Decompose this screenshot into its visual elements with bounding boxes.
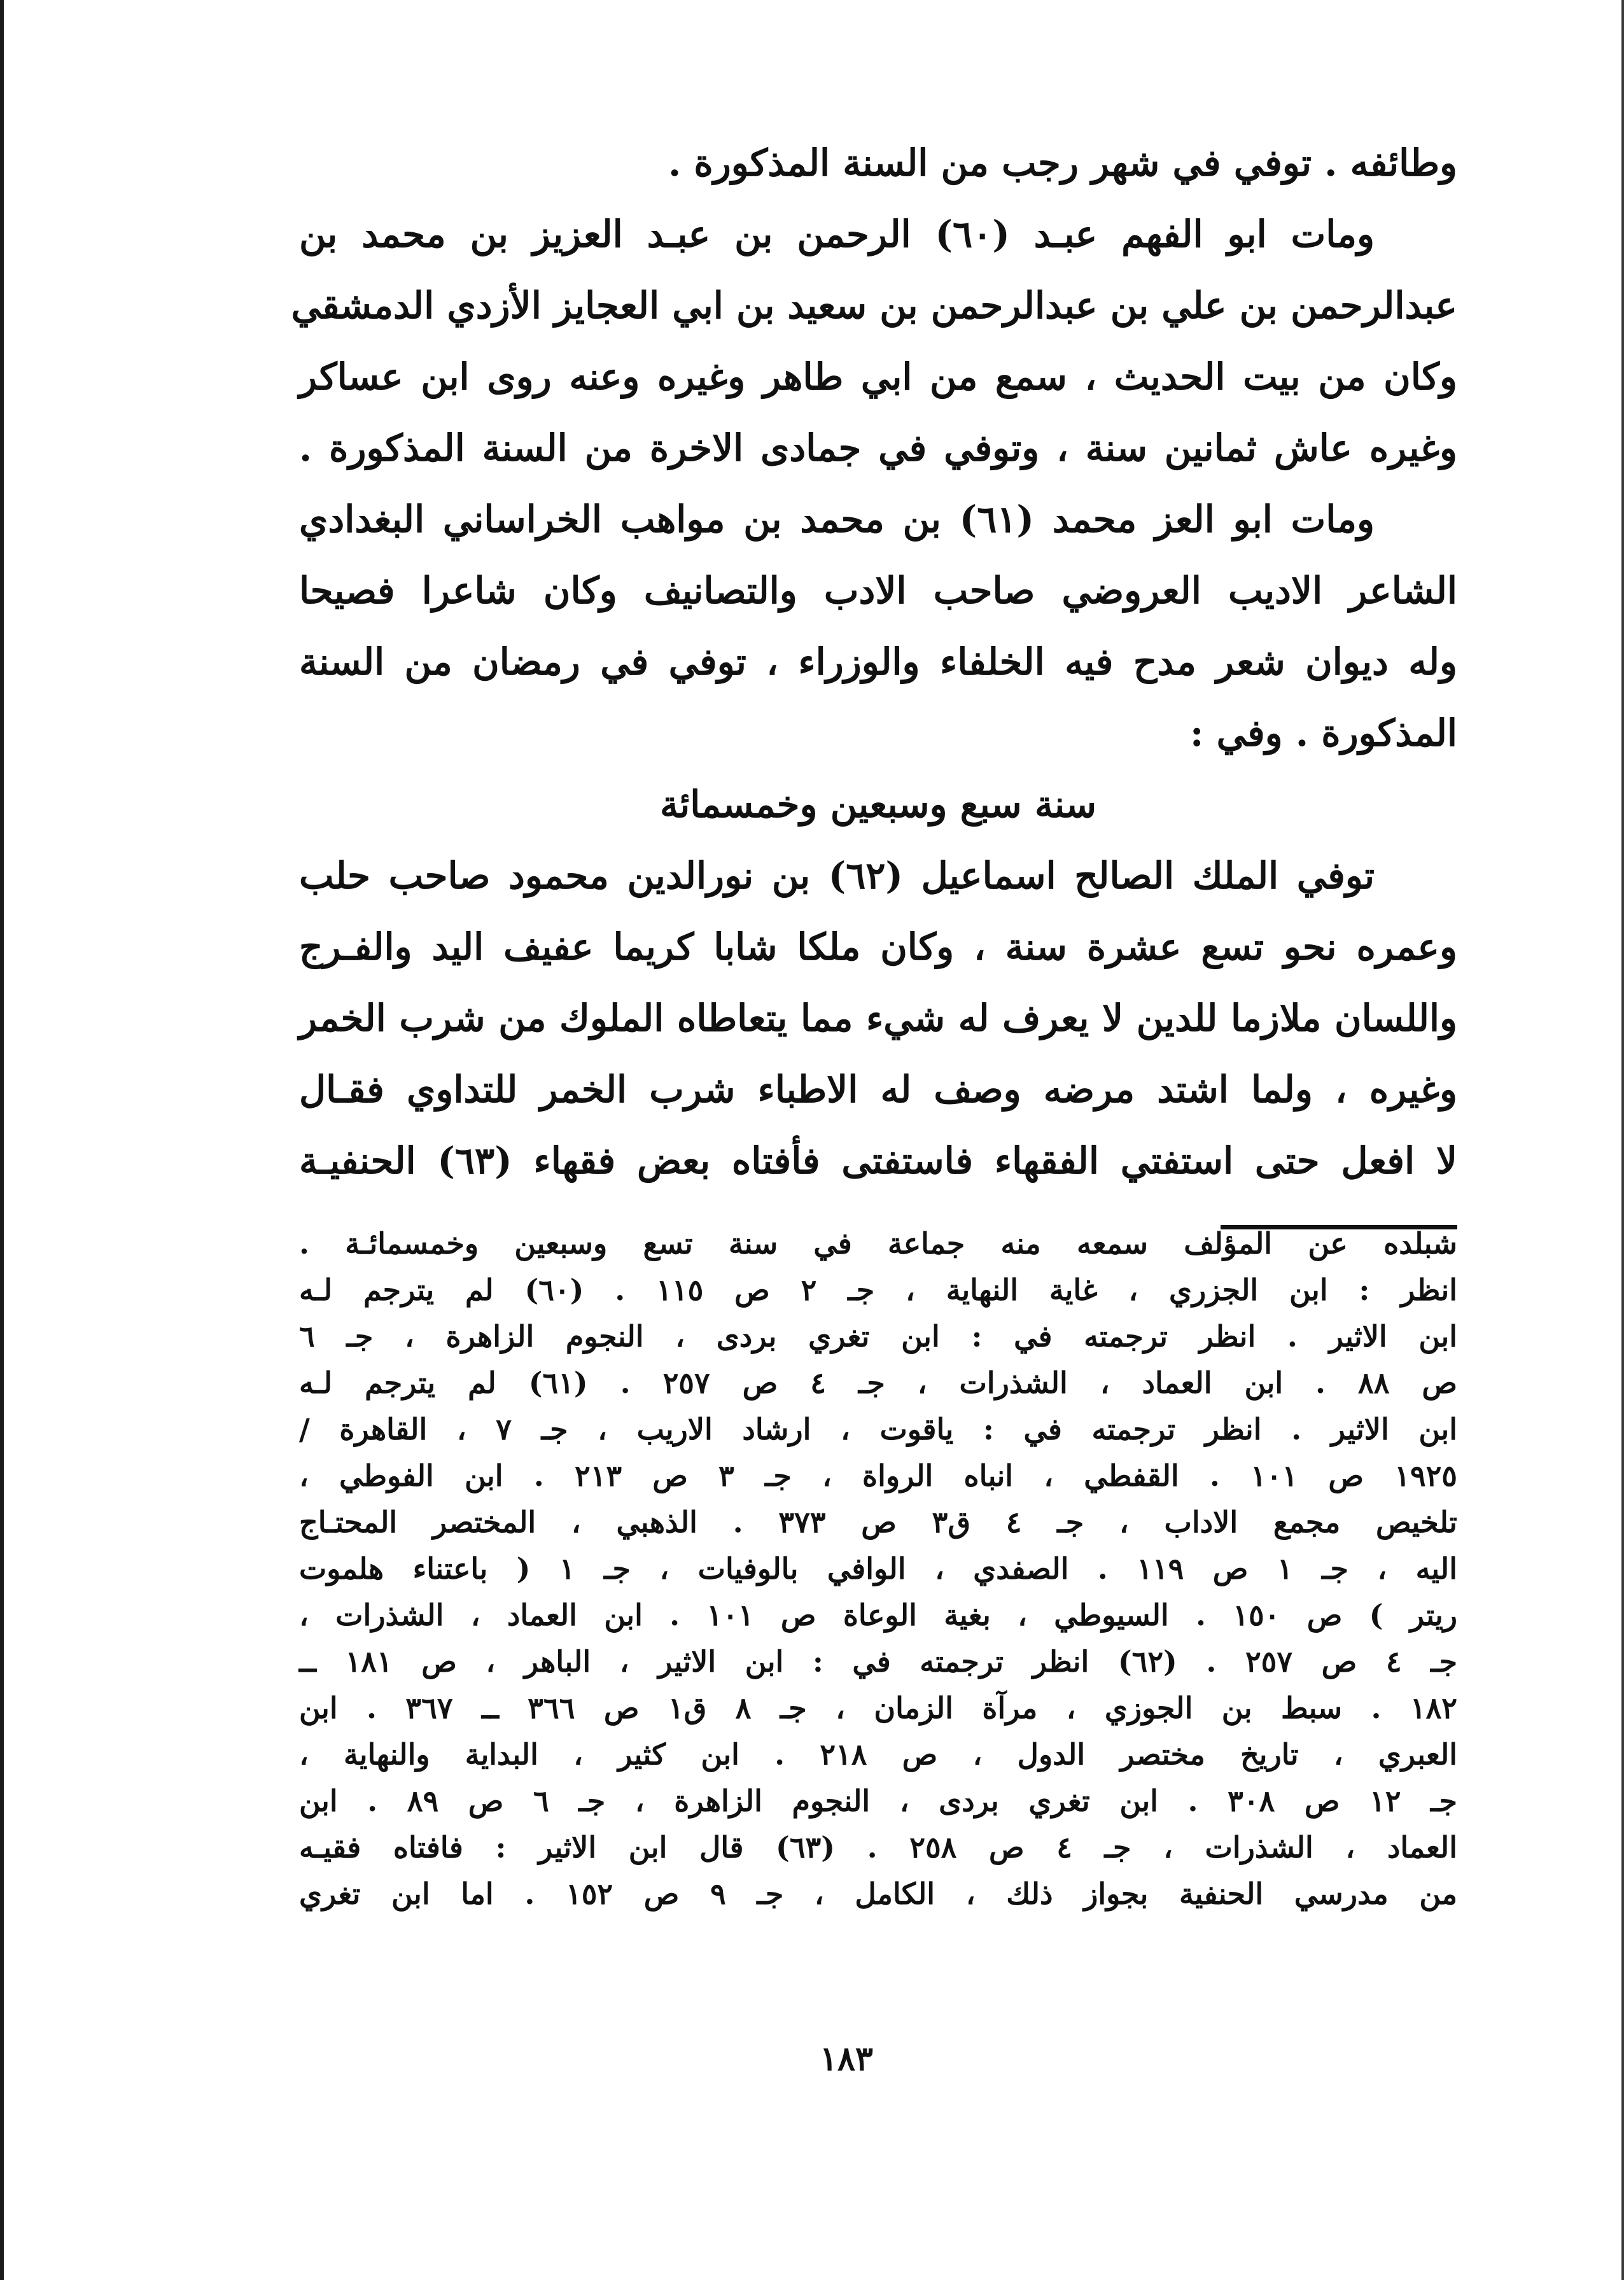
footnote-line: ريتر ) ص ١٥٠ . السيوطي ، بغية الوعاة ص ١٠١ . ابن العماد ، الشذرات ، — [299, 1598, 1457, 1632]
footnote-line: من مدرسي الحنفية بجواز ذلك ، الكامل ، جـ ٩ ص ١٥٢ . اما ابن تغري — [299, 1877, 1457, 1911]
footnote-line: العماد ، الشذرات ، جـ ٤ ص ٢٥٨ . (٦٣) قال ابن الاثير : فافتاه فقيـه — [299, 1830, 1457, 1864]
page-right-edge — [1621, 0, 1624, 2280]
footnote-line: ١٨٢ . سبط بن الجوزي ، مرآة الزمان ، جـ ٨ ق١ ص ٣٦٦ ــ ٣٦٧ . ابن — [299, 1691, 1457, 1725]
footnote-line: تلخيص مجمع الاداب ، جـ ٤ ق٣ ص ٣٧٣ . الذهبي ، المختصر المحتـاج — [299, 1505, 1457, 1539]
page-left-edge — [0, 0, 4, 2280]
section-heading: سنة سبع وسبعين وخمسمائة — [659, 783, 1097, 826]
text-line: المذكورة . وفي : — [1190, 711, 1457, 755]
footnotes-block — [299, 1220, 1457, 1917]
footnote-line: ابن الاثير . انظر ترجمته في : ياقوت ، ارشاد الاريب ، جـ ٧ ، القاهرة / — [299, 1412, 1457, 1446]
footnote-line: العبري ، تاريخ مختصر الدول ، ص ٢١٨ . ابن كثير ، البداية والنهاية ، — [299, 1737, 1457, 1772]
footnote-line: ١٩٢٥ ص ١٠١ . القفطي ، انباه الرواة ، جـ ٣ ص ٢١٣ . ابن الفوطي ، — [299, 1458, 1457, 1493]
text-line: وله ديوان شعر مدح فيه الخلفاء والوزراء ، توفي في رمضان من السنة — [299, 640, 1457, 683]
footnote-line: ابن الاثير . انظر ترجمته في : ابن تغري بردى ، النجوم الزاهرة ، جـ ٦ — [299, 1319, 1457, 1353]
text-line: الشاعر الاديب العروضي صاحب الادب والتصانيف وكان شاعرا فصيحا — [299, 569, 1457, 612]
text-line: وعمره نحو تسع عشرة سنة ، وكان ملكا شابا كريما عفيف اليد والفـرج — [299, 925, 1457, 969]
text-line: واللسان ملازما للدين لا يعرف له شيء مما يتعاطاه الملوك من شرب الخمر — [299, 997, 1457, 1040]
footnote-line: شبلده عن المؤلف سمعه منه جماعة في سنة تسع وسبعين وخمسمائـة . — [299, 1226, 1457, 1261]
footnote-line: جـ ١٢ ص ٣٠٨ . ابن تغري بردى ، النجوم الزاهرة ، جـ ٦ ص ٨٩ . ابن — [299, 1784, 1457, 1818]
text-line: وطائفه . توفي في شهر رجب من السنة المذكورة . — [668, 141, 1457, 185]
footnote-line: جـ ٤ ص ٢٥٧ . (٦٢) انظر ترجمته في : ابن الاثير ، الباهر ، ص ١٨١ ــ — [299, 1644, 1458, 1679]
footnote-line: ص ٨٨ . ابن العماد ، الشذرات ، جـ ٤ ص ٢٥٧ . (٦١) لم يترجم لـه — [299, 1366, 1457, 1400]
text-line: ومات ابو الفهم عبـد (٦٠) الرحمن بن عبـد العزيز بن محمد بن — [299, 213, 1375, 256]
text-line: وغيره ، ولما اشتد مرضه وصف له الاطباء شرب الخمر للتداوي فقـال — [299, 1068, 1457, 1111]
main-text-block — [291, 127, 1458, 1196]
page-number: ١٨٣ — [820, 2039, 873, 2078]
text-line: توفي الملك الصالح اسماعيل (٦٢) بن نورالدين محمود صاحب حلب — [299, 854, 1375, 897]
text-line: وكان من بيت الحديث ، سمع من ابي طاهر وغيره وعنه روى ابن عساكر — [299, 355, 1457, 398]
text-line: وغيره عاش ثمانين سنة ، وتوفي في جمادى الاخرة من السنة المذكورة . — [299, 426, 1457, 470]
footnote-line: انظر : ابن الجزري ، غاية النهاية ، جـ ٢ ص ١١٥ . (٦٠) لم يترجم لـه — [299, 1273, 1457, 1307]
footnote-line: اليه ، جـ ١ ص ١١٩ . الصفدي ، الوافي بالوفيات ، جـ ١ ( باعتناء هلموت — [299, 1551, 1457, 1586]
text-line: لا افعل حتى استفتي الفقهاء فاستفتى فأفتاه بعض فقهاء (٦٣) الحنفيـة — [299, 1139, 1458, 1182]
text-line: ومات ابو العز محمد (٦١) بن محمد بن مواهب الخراساني البغدادي — [299, 498, 1375, 541]
text-line: عبدالرحمن بن علي بن عبدالرحمن بن سعيد بن ابي العجايز الأزدي الدمشقي — [291, 284, 1457, 327]
